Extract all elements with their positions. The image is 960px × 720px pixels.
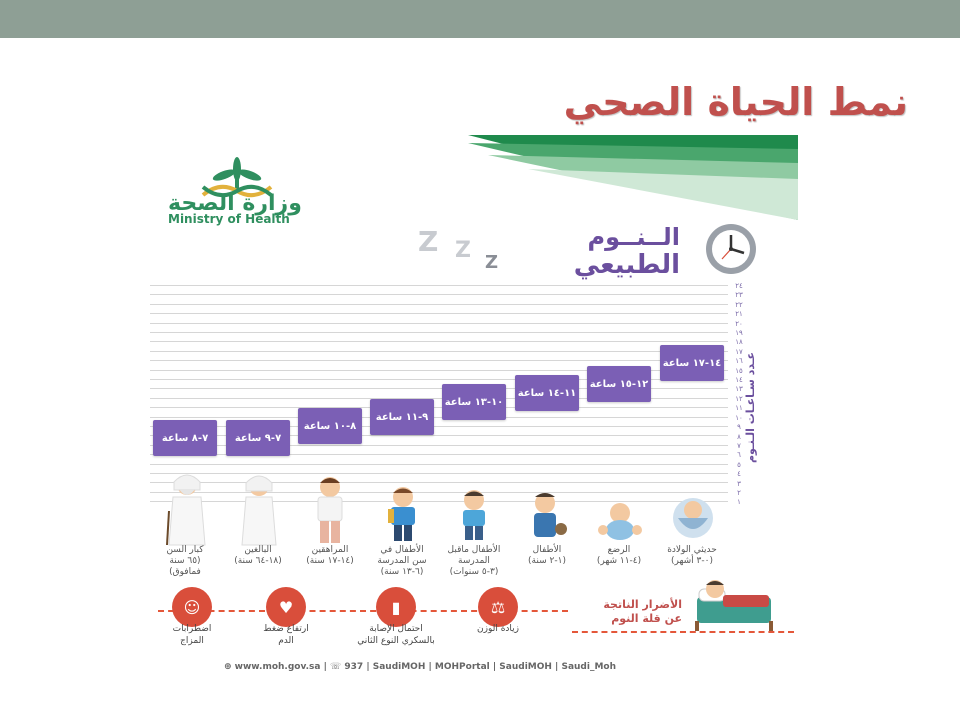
age-label-preschoolers [437,545,511,578]
age-label-preschoolers-line2: المدرسة [458,556,490,566]
harm-mood-line1: اضطرابات [172,624,212,634]
harms-title [572,598,682,626]
top-banner [0,0,960,38]
age-label-elderly [148,545,222,578]
age-label-preschoolers-line1: الأطفال ماقبل [447,545,501,555]
harm-weight-gain-line1: زيادة الوزن [476,624,520,634]
grid-line [150,407,728,408]
sleep-infographic [148,135,798,680]
hours-axis-tick: ٧ [737,441,741,450]
hours-axis-tick: ١٦ [735,357,743,366]
hours-axis-tick: ١٠ [735,413,743,422]
hours-axis-tick: ١٣ [735,385,743,394]
sleep-title-line2: الطبيعي [573,250,680,280]
sleep-title-line1: الــنــوم [587,223,680,251]
bar-newborns: ١٤-١٧ ساعة [660,345,724,381]
harm-blood-pressure [244,623,328,647]
bar-preschoolers: ١٠-١٣ ساعة [442,384,506,420]
age-label-adults-line2: (١٨-٦٤ سنة) [234,556,282,566]
age-label-adults [221,545,295,567]
age-label-infants-line1: الرضع [607,545,631,555]
age-label-adults-line1: البالغين [244,545,272,555]
tired-person-bed-icon [693,575,775,633]
harm-weight-gain [456,623,540,635]
grid-line [150,323,728,324]
bar-infants: ١٢-١٥ ساعة [587,366,651,402]
mood-icon: ☺ [172,587,212,627]
hours-axis-tick: ٤ [737,470,741,479]
age-label-elderly-line1: كبار السن [166,545,204,555]
hours-axis-tick: ١١ [735,404,743,413]
age-label-infants-line2: (٤-١١ شهر) [596,556,642,566]
grid-line [150,313,728,314]
ministry-name-arabic: وزارة الصحة [168,191,302,216]
hours-axis-tick: ١ [737,498,741,507]
grid-line [150,464,728,465]
grid-line [150,473,728,474]
hours-axis-tick: ٥ [737,460,741,469]
age-label-teens-line2: (١٤-١٧ سنة) [306,556,354,566]
harm-blood-pressure-line2: الدم [278,636,294,646]
hours-axis-tick: ٢٤ [735,282,743,290]
scale-icon: ⚖ [478,587,518,627]
grid-line [150,285,728,286]
hours-axis-tick: ٢ [737,488,741,497]
harms-title-line2: عن قلة النوم [611,612,682,625]
hours-axis-tick: ٢٣ [735,291,743,300]
newborn-icon [668,490,718,540]
hours-axis-tick: ٨ [737,432,741,441]
age-label-infants [582,545,656,567]
age-label-school-age-line3: (٦-١٣ سنة) [380,567,424,577]
hours-axis-tick: ١٧ [735,347,743,356]
harm-mood [150,623,234,647]
hours-axis-tick: ٢١ [735,310,743,319]
toddler-icon [523,491,569,543]
hours-axis-tick: ٦ [737,451,741,460]
grid-line [150,417,728,418]
grid-line [150,482,728,483]
school-child-icon [382,485,424,545]
hours-axis-tick: ٣ [737,479,741,488]
age-label-teens [293,545,367,567]
hours-axis-tick: ١٥ [735,366,743,375]
hours-axis-tick: ١٤ [735,376,743,385]
age-label-preschoolers-line3: (٣-٥ سنوات) [449,567,499,577]
hours-axis-tick: ٢٠ [735,319,743,328]
poster-footer-contacts: ⊕ www.moh.gov.sa | ☏ 937 | SaudiMOH | MOHPortal | SaudiMOH | Saudi_Moh [224,662,617,672]
bar-elderly: ٧-٨ ساعة [153,420,217,456]
grid-line [150,341,728,342]
slide-title: نمط الحياة الصحي [563,80,908,124]
age-label-toddlers [510,545,584,567]
sleep-z-medium: Z [455,238,471,263]
bar-teens: ٨-١٠ ساعة [298,408,362,444]
harms-title-line1: الأضرار الناتجة [603,598,682,611]
harm-diabetes [354,623,438,647]
grid-line [150,294,728,295]
sleep-z-small: Z [485,252,499,273]
teenager-icon [308,475,352,547]
harm-mood-line2: المزاج [180,636,204,646]
harm-diabetes-line2: بالسكري النوع الثاني [357,636,435,646]
ministry-name-english: Ministry of Health [168,212,290,226]
bar-toddlers: ١١-١٤ ساعة [515,375,579,411]
clock-icon [688,223,774,275]
age-label-school-age-line1: الأطفال في [380,545,424,555]
hours-axis-tick: ٢٢ [735,300,743,309]
age-label-newborns-line2: (٠-٣ أشهر) [671,556,713,566]
grid-line [150,351,728,352]
age-label-toddlers-line2: (١-٢ سنة) [528,556,566,566]
green-ribbon-decoration [468,135,798,220]
age-label-elderly-line2: (٦٥ سنة [169,556,201,566]
elderly-icon [163,471,213,547]
hours-axis-tick: ١٩ [735,329,743,338]
age-label-newborns [655,545,729,567]
age-label-school-age [365,545,439,578]
infant-icon [594,500,646,542]
grid-line [150,492,728,493]
age-label-newborns-line1: حديثي الولادة [667,545,717,555]
harms-divider-right [572,631,794,633]
age-label-elderly-line3: فمافوق) [169,567,201,577]
age-label-toddlers-line1: الأطفال [532,545,562,555]
adult-icon [238,473,280,547]
grid-line [150,360,728,361]
grid-line [150,304,728,305]
bar-adults: ٧-٩ ساعة [226,420,290,456]
preschooler-icon [453,488,495,544]
glucose-icon: ▮ [376,587,416,627]
hours-axis-tick: ٩ [737,423,741,432]
sleep-z-large: Z [418,225,439,258]
hours-axis-tick: ١٨ [735,338,743,347]
bar-school-age: ٩-١١ ساعة [370,399,434,435]
harm-diabetes-line1: احتمال الإصابة [369,624,423,634]
blood-pressure-icon: ♥ [266,587,306,627]
hours-axis-title: عـدد سـاعـات الـنـوم [744,352,757,463]
harm-blood-pressure-line1: ارتفاع ضغط [263,624,309,634]
hours-axis-tick: ١٢ [735,394,743,403]
sleep-title [574,223,680,279]
age-label-school-age-line2: سن المدرسة [377,556,427,566]
age-label-teens-line1: المراهقين [311,545,349,555]
grid-line [150,332,728,333]
